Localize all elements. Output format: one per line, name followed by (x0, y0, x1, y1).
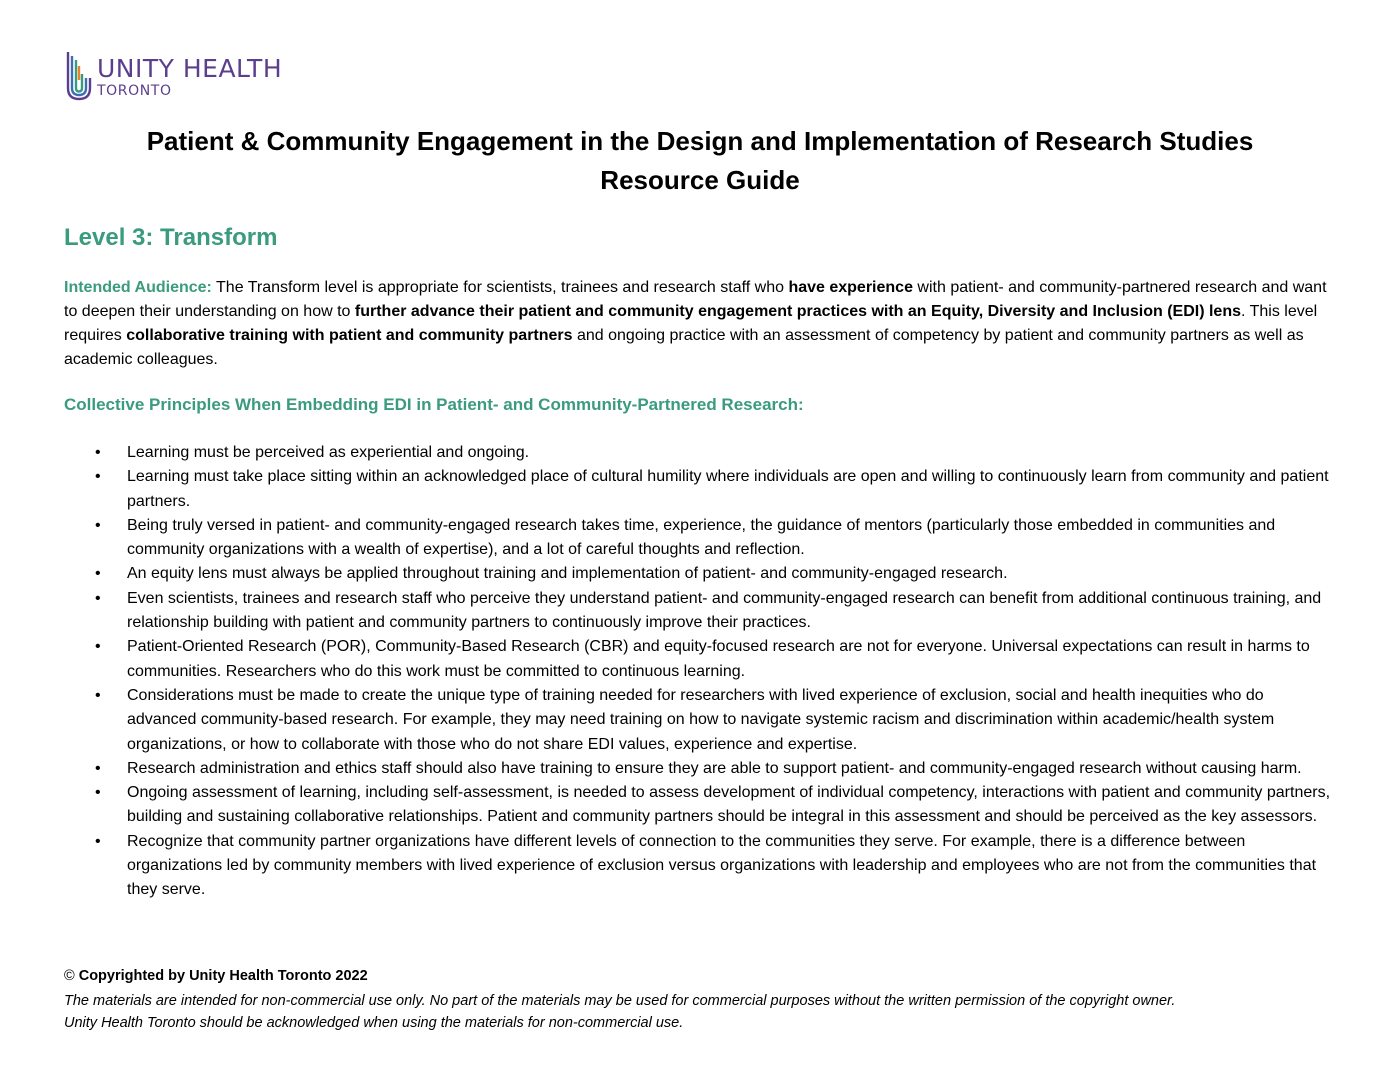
list-item (64, 587, 1336, 636)
logo-city: TORONTO (97, 83, 172, 99)
audience-text-3: . This level requires (64, 303, 1318, 344)
list-item (64, 441, 1336, 465)
list-item (64, 757, 1336, 781)
principles-heading: Collective Principles When Embedding EDI in Patient- and Community-Partnered Research: (64, 395, 804, 414)
bullet-icon: • (95, 686, 101, 704)
document-title-line-2: Resource Guide (600, 165, 800, 195)
audience-text-2: with patient- and community-partnered research and want to deepen their understanding on how to (64, 279, 1327, 320)
list-item (64, 514, 1336, 563)
bullet-icon: • (95, 638, 101, 656)
list-item-text: Recognize that community partner organizations have different levels of connection to the communities they serve. For example, there is a difference between organizations led by community members with lived experience of exclusion versus organizations with leadership and employees who are not from the communities that they serve. (127, 832, 1317, 899)
list-item-text: Being truly versed in patient- and community-engaged research takes time, experience, the guidance of mentors (particularly those embedded in communities and community organizations with a wealth of expertise), and a lot of careful thoughts and reflection. (127, 516, 1276, 559)
bullet-icon: • (95, 516, 101, 534)
disclaimer-line-1: The materials are intended for non-commercial use only. No part of the materials may be used for commercial purposes without the written permission of the copyright owner. (64, 993, 1176, 1009)
audience-text-1: The Transform level is appropriate for scientists, trainees and research staff who (211, 279, 789, 296)
list-item (64, 465, 1336, 514)
copyright-icon: © (64, 968, 75, 984)
list-item-text: Research administration and ethics staff should also have training to ensure they are able to support patient- and community-engaged research without causing harm. (127, 759, 1302, 777)
list-item (64, 562, 1336, 586)
level-heading: Level 3: Transform (64, 224, 278, 251)
audience-bold-3: collaborative training with patient and community partners (126, 327, 573, 344)
list-item (64, 781, 1336, 830)
list-item-text: Even scientists, trainees and research staff who perceive they understand patient- and community-engaged research can benefit from additional continuous training, and relationship building with patient and community partners to continuously improve their practices. (127, 589, 1322, 632)
list-item-text: Ongoing assessment of learning, including self-assessment, is needed to assess development of individual competency, interactions with patient and community partners, building and sustaining collaborative relationships. Patient and community partners should be integral in this assessment and should be perceived as the key assessors. (127, 784, 1331, 826)
list-item-text: Patient-Oriented Research (POR), Community-Based Research (CBR) and equity-focused research are not for everyone. Universal expectations can result in harms to communities. Researchers who do this work must be committed to continuous learning. (127, 638, 1310, 680)
list-item (64, 830, 1336, 903)
principles-list (64, 441, 1336, 903)
list-item (64, 684, 1336, 757)
list-item-text: Learning must take place sitting within an acknowledged place of cultural humility where individuals are open and willing to continuously learn from community and patient partners. (127, 468, 1329, 510)
unity-health-logo-mark-icon (64, 48, 94, 102)
bullet-icon: • (95, 444, 101, 461)
disclaimer-line-2: Unity Health Toronto should be acknowledged when using the materials for non-commercial use. (64, 1015, 684, 1031)
bullet-icon: • (95, 832, 101, 850)
list-item-text: An equity lens must always be applied throughout training and implementation of patient- and community-engaged research. (127, 565, 1008, 583)
list-item-text: Considerations must be made to create the unique type of training needed for researchers with lived experience of exclusion, social and health inequities who do advanced community-based research. For example, they may need training on how to navigate systemic racism and discrimination within academic/health system organizations, or how to collaborate with those who do not share EDI values, experience and expertise. (127, 686, 1275, 753)
document-title-line-1: Patient & Community Engagement in the Design and Implementation of Research Studies (146, 126, 1254, 156)
unity-health-logo (64, 48, 282, 104)
audience-bold-1: have experience (788, 279, 913, 296)
audience-text-4: and ongoing practice with an assessment of competency by patient and community partners as well as academic colleagues. (64, 327, 1304, 368)
bullet-icon: • (95, 784, 101, 802)
intended-audience-paragraph (64, 276, 1336, 372)
document-title (64, 122, 1336, 200)
list-item-text: Learning must be perceived as experiential and ongoing. (127, 444, 530, 461)
logo-name: UNITY HEALTH (97, 54, 283, 83)
audience-bold-2: further advance their patient and community engagement practices with an Equity, Diversity and Inclusion (EDI) lens (354, 303, 1241, 320)
copyright-notice (64, 965, 368, 987)
bullet-icon: • (95, 565, 101, 583)
list-item (64, 635, 1336, 684)
bullet-icon: • (95, 759, 101, 777)
usage-disclaimer (64, 990, 1336, 1034)
copyright-text: Copyrighted by Unity Health Toronto 2022 (78, 968, 368, 984)
bullet-icon: • (95, 468, 101, 486)
bullet-icon: • (95, 589, 101, 607)
intended-audience-label: Intended Audience: (64, 279, 212, 296)
